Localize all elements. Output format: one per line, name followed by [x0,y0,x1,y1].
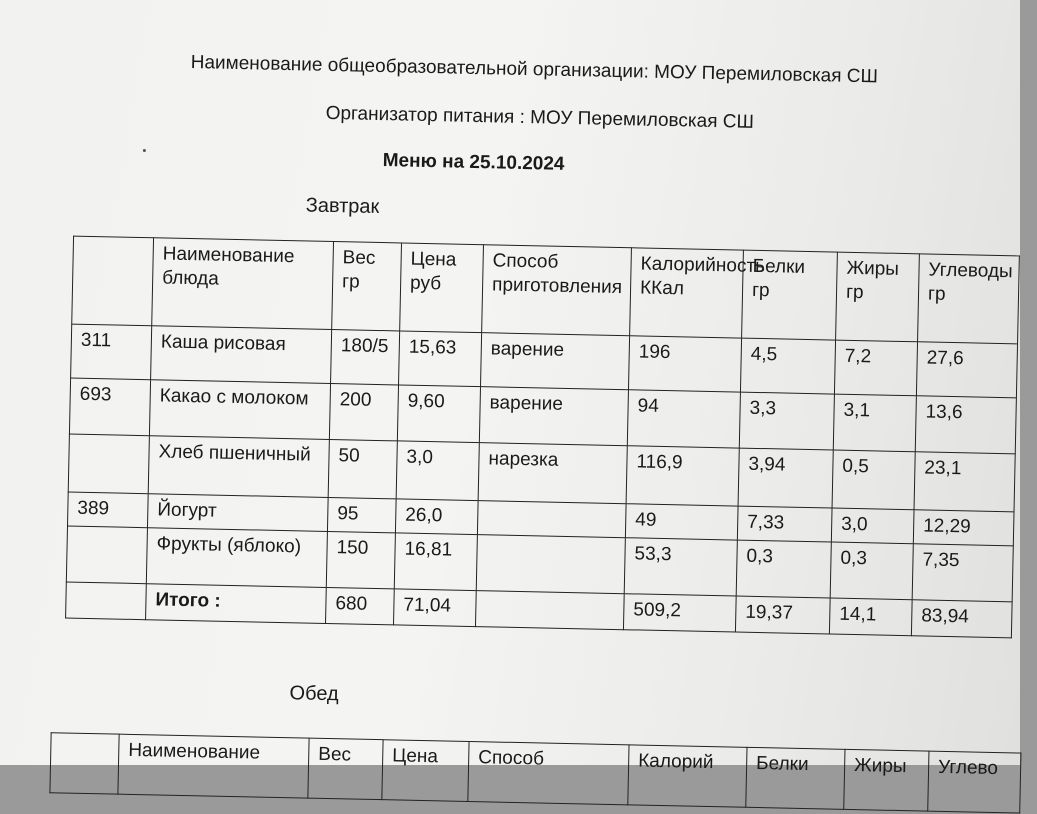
cell-carbs: 13,6 [915,396,1016,454]
header-weight: Вес гр [332,242,402,331]
cell-method [476,535,625,594]
cell-num: 693 [69,378,150,436]
header-name: Наименование блюда [152,238,334,330]
cell-calories: 116,9 [626,446,739,506]
cell-num [68,434,149,494]
cell-num [66,526,147,584]
cell-weight: 200 [329,384,398,441]
header-method: Способ приготовления [482,245,632,336]
menu-title: Меню на 25.10.2024 [382,150,565,175]
cell-protein: 7,33 [737,506,832,542]
cell-calories: 196 [628,336,741,392]
cell-calories: 94 [627,390,740,448]
cell-carbs: 12,29 [913,510,1014,546]
header-protein: Белки [746,747,845,809]
cell-weight: 180/5 [331,330,400,385]
header-fat: Жиры гр [836,252,920,342]
cell-calories: 53,3 [624,538,737,596]
cell-calories: 49 [625,504,738,540]
cell-name: Каша рисовая [151,326,332,384]
breakfast-title: Завтрак [305,194,380,218]
cell-carbs: 7,35 [912,544,1013,602]
cell-weight: 150 [326,531,395,588]
cell-price: 3,0 [396,441,479,501]
header-carbs: Углеводы гр [918,254,1020,344]
lunch-title: Обед [289,682,339,706]
cell-price: 15,63 [399,331,482,387]
cell-fat: 3,1 [833,394,916,452]
header-weight: Вес [308,738,383,800]
total-carbs: 83,94 [911,600,1012,638]
header-num [72,236,154,326]
cell-protein: 3,3 [739,392,834,450]
header-protein: Белки гр [742,250,838,340]
cell-protein: 0,3 [736,540,831,598]
cell-weight: 50 [328,439,397,498]
cell-price: 9,60 [397,385,480,443]
cell-protein: 4,5 [740,338,835,394]
cell-fat: 7,2 [834,340,917,396]
total-fat: 14,1 [829,598,912,636]
header-fat: Жиры [844,749,929,811]
table-header-row [50,733,1021,813]
header-carbs: Углево [928,751,1021,813]
cell-method: нарезка [478,443,627,504]
cell-name: Хлеб пшеничный [148,436,329,498]
cell-name: Какао с молоком [149,380,330,440]
cell-method: варение [481,333,630,390]
cell-fat: 3,0 [831,508,914,544]
ink-speck [143,149,146,152]
cell-num: 389 [67,492,148,528]
cell-protein: 3,94 [738,448,833,508]
cell-price: 26,0 [395,499,478,535]
cell-num [66,582,147,620]
header-price: Цена руб [400,243,484,333]
header-method: Способ [468,741,629,804]
cell-carbs: 27,6 [916,342,1017,398]
cell-fat: 0,3 [830,542,913,600]
cell-name: Йогурт [147,494,328,532]
header-name: Наименование [118,734,309,798]
breakfast-table [65,236,1020,639]
cell-weight: 95 [327,497,396,532]
cell-price: 16,81 [394,533,477,591]
cell-method [475,591,624,630]
total-weight: 680 [326,587,395,624]
total-calories: 509,2 [623,594,736,632]
cell-method [477,501,626,538]
total-label: Итого : [146,584,327,624]
total-protein: 19,37 [735,596,830,634]
cell-fat: 0,5 [832,450,915,510]
header-calories: Калорий [628,745,747,807]
cell-carbs: 23,1 [914,452,1015,512]
cell-name: Фрукты (яблоко) [146,528,327,588]
cell-num: 311 [71,324,152,380]
header-calories: Калорийность ККал [630,248,744,338]
header-price: Цена [382,740,469,802]
lunch-table [49,732,1021,813]
organization-line: Наименование общеобразовательной организации: МОУ Перемиловская СШ [190,52,879,88]
header-num [50,733,119,794]
total-price: 71,04 [393,589,476,627]
caterer-line: Организатор питания : МОУ Перемиловская СШ [325,102,755,133]
cell-method: варение [479,387,628,446]
